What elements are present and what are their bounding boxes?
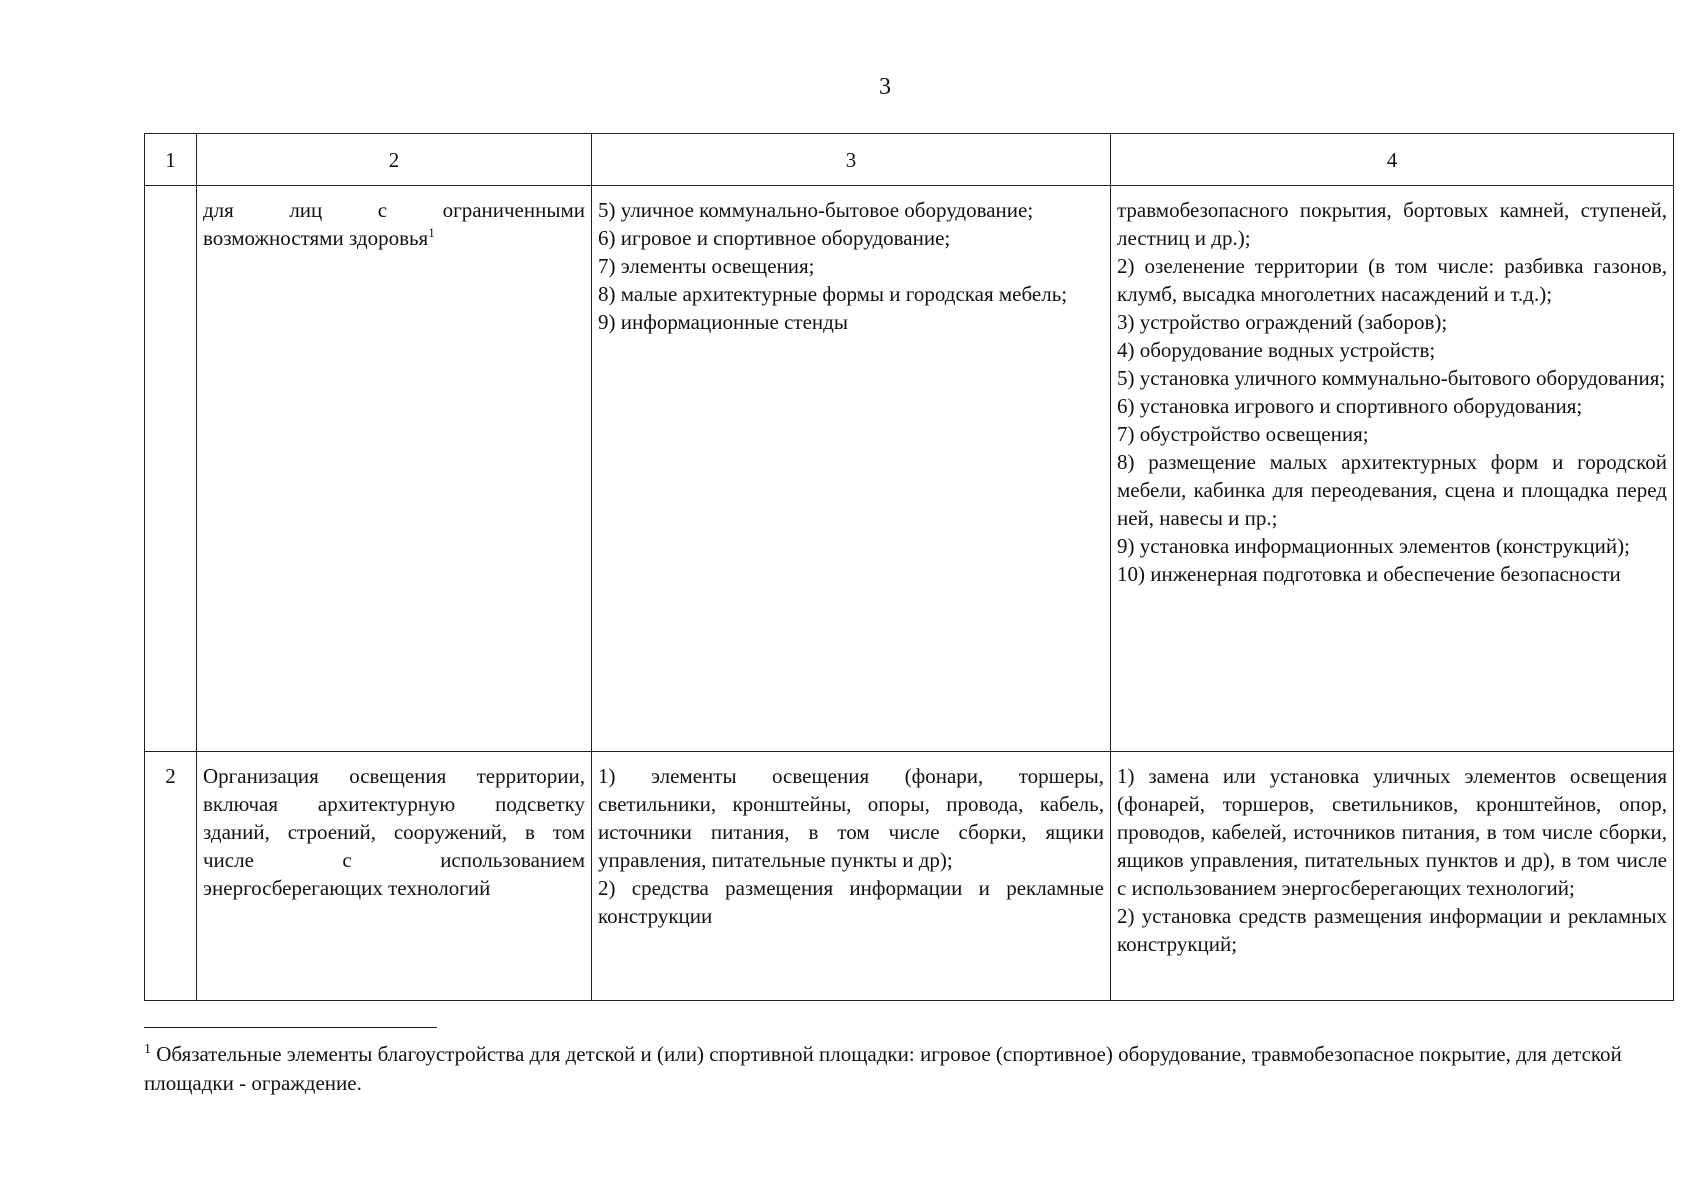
row-activity-cell [197,186,592,752]
document-table [144,133,1674,1001]
list-item: 6) игровое и спортивное оборудование; [598,226,951,250]
row-elements-cell [592,752,1111,1001]
row-works-cell [1111,752,1674,1001]
list-item: 7) элементы освещения; [598,254,815,278]
list-item: 9) установка информационных элементов (конструкций); [1117,534,1630,558]
list-item: 9) информационные стенды [598,310,848,334]
activity-text: Организация освещения территории, включая архитектурную подсветку зданий, строений, сооружений, в том числе с использованием энергосберегающих технологий [203,764,585,900]
column-header-3: 3 [592,134,1111,186]
row-elements-cell [592,186,1111,752]
column-header-4: 4 [1111,134,1674,186]
list-item: травмобезопасного покрытия, бортовых камней, ступеней, лестниц и др.); [1117,198,1667,250]
row-works-cell [1111,186,1674,752]
page-number: 3 [879,74,891,100]
list-item: 3) устройство ограждений (заборов); [1117,310,1448,334]
table-header-row [145,134,1674,186]
footnote-mark: 1 [144,1042,151,1057]
footnote-text: Обязательные элементы благоустройства для детской и (или) спортивной площадки: игровое (спортивное) оборудование, травмобезопасное покрытие, для детской площадки - ограждение. [144,1042,1622,1095]
list-item: 2) озеленение территории (в том числе: разбивка газонов, клумб, высадка многолетних насаждений и т.д.); [1117,254,1667,306]
footnote-reference: 1 [428,225,435,240]
footnote [144,1040,1624,1098]
list-item: 5) уличное коммунально-бытовое оборудование; [598,198,1034,222]
list-item: 1) элементы освещения (фонари, торшеры, светильники, кронштейны, опоры, провода, кабель, источники питания, в том числе сборки, ящики управления, питательные пункты и др); [598,764,1104,872]
column-header-2: 2 [197,134,592,186]
list-item: 10) инженерная подготовка и обеспечение безопасности [1117,562,1621,586]
activity-text-line: для лиц с ограниченными [203,198,585,222]
list-item: 8) малые архитектурные формы и городская мебель; [598,282,1068,306]
row-number: 2 [145,752,197,1001]
row-activity-cell [197,752,592,1001]
table-row [145,752,1674,1001]
list-item: 4) оборудование водных устройств; [1117,338,1436,362]
list-item: 8) размещение малых архитектурных форм и городской мебели, кабинка для переодевания, сцена и площадка перед ней, навесы и пр.; [1117,450,1667,530]
list-item: 2) средства размещения информации и рекламные конструкции [598,876,1104,928]
column-header-1: 1 [145,134,197,186]
list-item: 5) установка уличного коммунально-бытового оборудования; [1117,366,1666,390]
list-item: 1) замена или установка уличных элементов освещения (фонарей, торшеров, светильников, кронштейнов, опор, проводов, кабелей, источников питания, в том числе сборки, ящиков управления, питательных пунктов и др), в том числе с использованием энергосберегающих технологий; [1117,764,1667,900]
table-row [145,186,1674,752]
list-item: 6) установка игрового и спортивного оборудования; [1117,394,1583,418]
activity-text: возможностями здоровья [203,226,429,250]
list-item: 2) установка средств размещения информации и рекламных конструкций; [1117,904,1667,956]
list-item: 7) обустройство освещения; [1117,422,1369,446]
row-number [145,186,197,752]
footnote-divider [144,1027,437,1028]
activity-text-line [203,224,585,252]
